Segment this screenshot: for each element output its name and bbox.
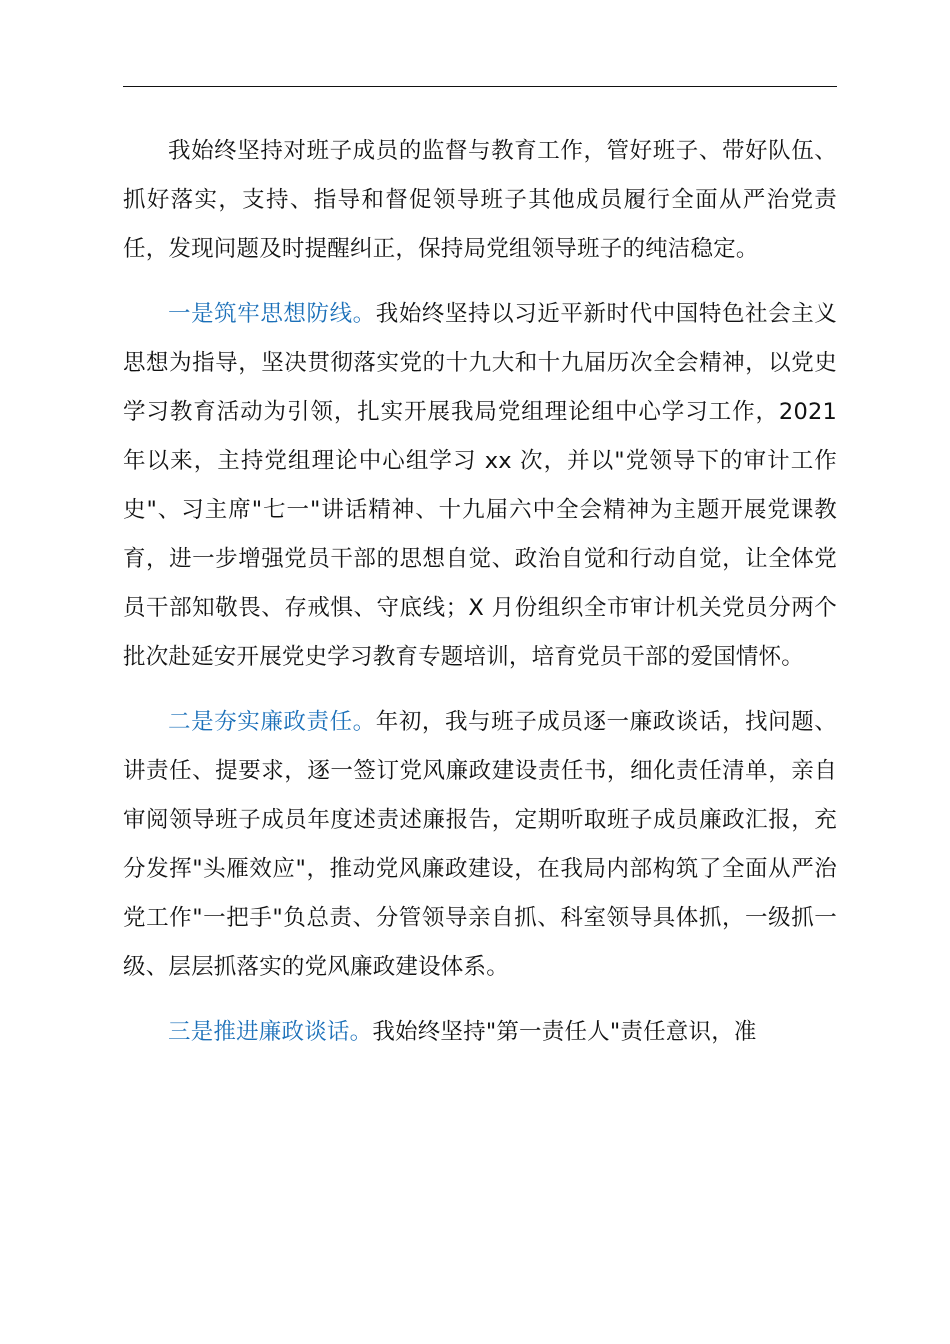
paragraph-text: 我始终坚持以习近平新时代中国特色社会主义思想为指导，坚决贯彻落实党的十九大和十九届历次全会精神，以党史学习教育活动为引领，扎实开展我局党组理论组中心学习工作，2021 年以来，主持党组理论中心组学习 xx 次，并以"党领导下的审计工作史"、习主席"七一"讲话精神、十九届六中全会精神为主题开展党课教育，进一步增强党员干部的思想自觉、政治自觉和行动自觉，让全体党员干部知敬畏、存戒惧、守底线；X 月份组织全市审计机关党员分两个批次赴延安开展党史学习教育专题培训，培育党员干部的爱国情怀。 bbox=[123, 301, 837, 670]
section-heading: 二是夯实廉政责任。 bbox=[168, 709, 376, 735]
paragraph-section-2 bbox=[123, 698, 837, 992]
paragraph-text: 年初，我与班子成员逐一廉政谈话，找问题、讲责任、提要求，逐一签订党风廉政建设责任书，细化责任清单，亲自审阅领导班子成员年度述责述廉报告，定期听取班子成员廉政汇报，充分发挥"头雁效应"，推动党风廉政建设，在我局内部构筑了全面从严治党工作"一把手"负总责、分管领导亲自抓、科室领导具体抓，一级抓一级、层层抓落实的党风廉政建设体系。 bbox=[123, 709, 837, 980]
paragraph-intro bbox=[123, 127, 837, 274]
header-rule bbox=[123, 86, 837, 87]
paragraph-section-1 bbox=[123, 290, 837, 682]
paragraph-section-3 bbox=[123, 1008, 837, 1057]
paragraph-text: 我始终坚持对班子成员的监督与教育工作，管好班子、带好队伍、抓好落实，支持、指导和督促领导班子其他成员履行全面从严治党责任，发现问题及时提醒纠正，保持局党组领导班子的纯洁稳定。 bbox=[123, 138, 837, 262]
section-heading: 一是筑牢思想防线。 bbox=[168, 301, 376, 327]
section-heading: 三是推进廉政谈话。 bbox=[168, 1019, 373, 1045]
document-body bbox=[123, 127, 837, 1057]
paragraph-text: 我始终坚持"第一责任人"责任意识，准 bbox=[372, 1019, 757, 1045]
